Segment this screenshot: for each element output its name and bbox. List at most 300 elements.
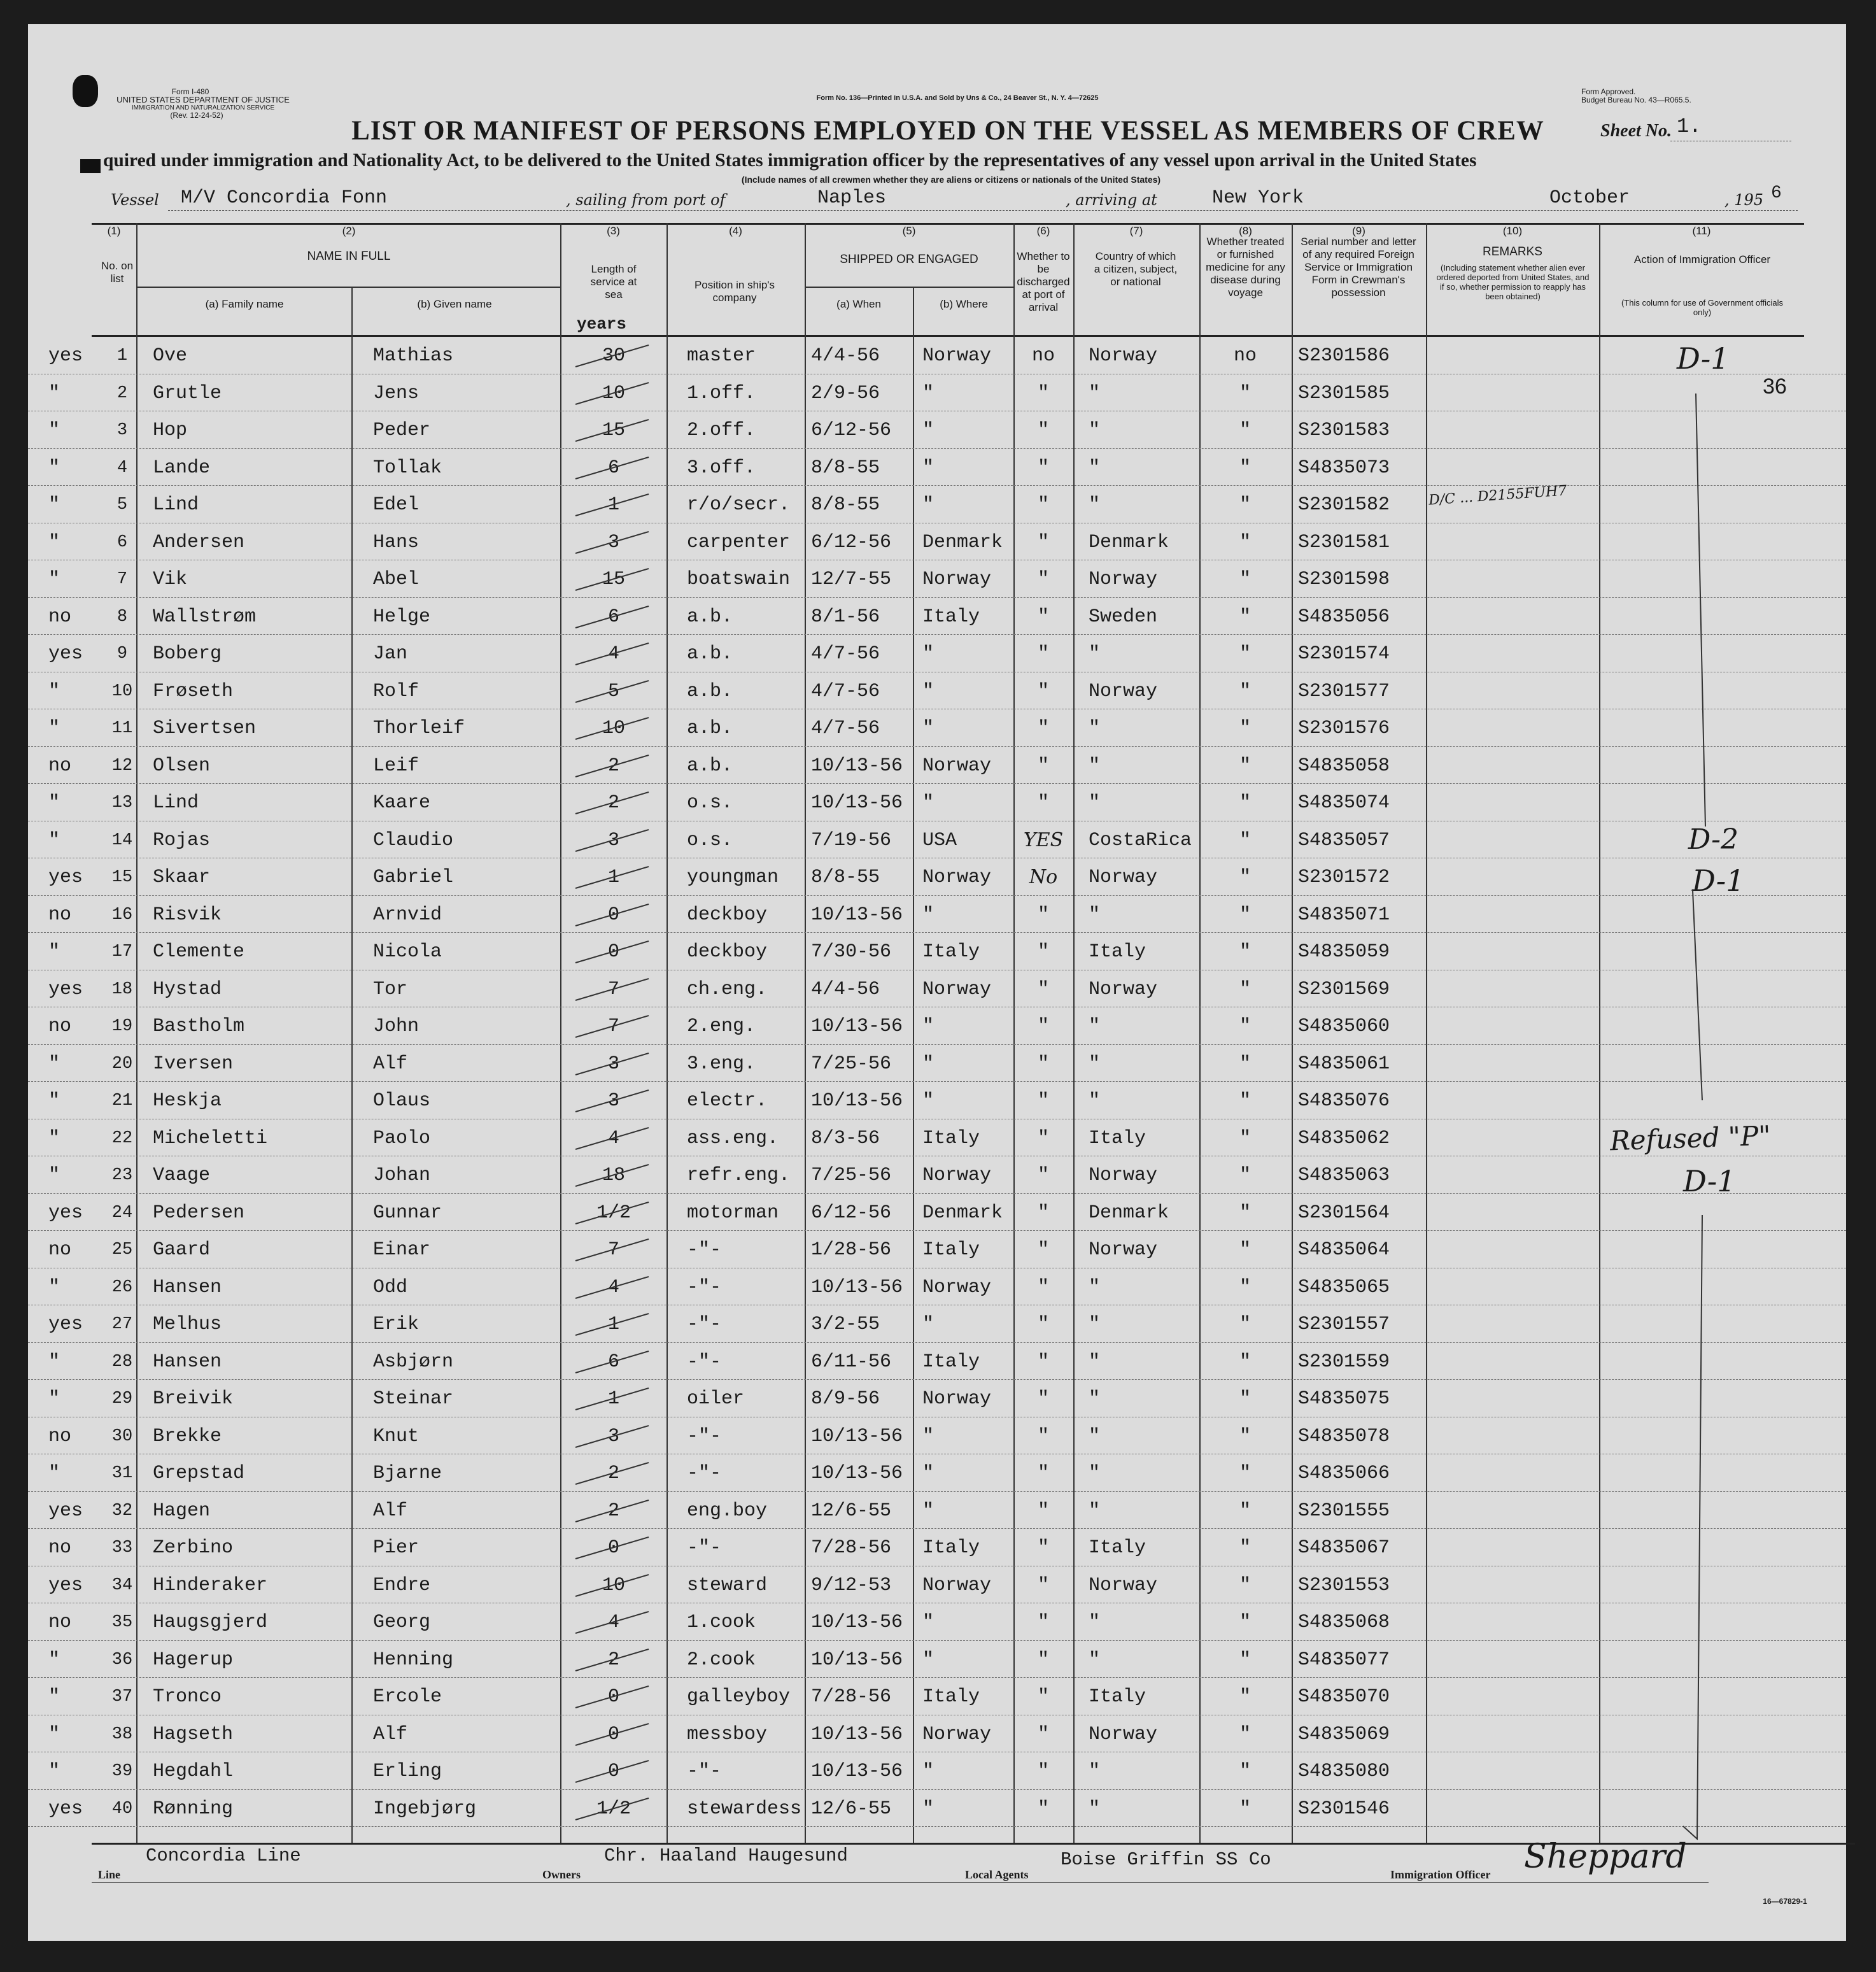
row-status-mark: " [48, 718, 60, 739]
col5-number: (5) [902, 225, 916, 237]
position: o.s. [687, 829, 733, 851]
pencil-tick [572, 863, 655, 895]
pencil-tick [572, 416, 655, 448]
row-number: 2 [116, 383, 128, 403]
years-at-sea: 7 [607, 978, 619, 1000]
discharged: " [1037, 1090, 1049, 1112]
years-at-sea: 4 [607, 1127, 619, 1149]
shipped-when: 10/13-56 [811, 792, 903, 814]
row-status-mark: " [48, 1090, 60, 1112]
row-status-mark: yes [48, 345, 83, 367]
pencil-tick [572, 1124, 655, 1156]
shipped-when: 2/9-56 [811, 382, 880, 404]
row-number: 30 [111, 1426, 133, 1446]
row-status-mark: no [48, 755, 72, 777]
row-number: 18 [111, 979, 133, 999]
table-row [28, 1230, 1846, 1268]
shipped-where: " [922, 718, 934, 739]
table-row [28, 634, 1846, 672]
shipped-where: " [922, 792, 934, 814]
budget-bureau: Budget Bureau No. 43—R065.5. [1581, 96, 1691, 104]
treated: " [1239, 1761, 1251, 1782]
table-row [28, 1566, 1846, 1604]
serial-number: S4835065 [1298, 1276, 1390, 1298]
row-status-mark: " [48, 1053, 60, 1075]
col5a-header: (a) When [836, 298, 881, 310]
given-name: Mathias [373, 345, 454, 367]
family-name: Micheletti [153, 1127, 268, 1149]
annotation-remark-row5: D/C ... D2155FUH7 [1428, 483, 1568, 509]
row-number: 28 [111, 1352, 133, 1372]
family-name: Boberg [153, 643, 222, 665]
pencil-tick [572, 1720, 655, 1752]
pencil-tick [572, 1496, 655, 1528]
table-row [28, 858, 1846, 896]
row-number: 4 [116, 458, 128, 478]
sailing-port: Naples [817, 187, 887, 209]
row-status-mark: no [48, 1612, 72, 1633]
shipped-when: 10/13-56 [811, 1723, 903, 1745]
given-name: Gabriel [373, 867, 454, 888]
pencil-tick [572, 1571, 655, 1603]
shipped-when: 10/13-56 [811, 1649, 903, 1671]
shipped-when: 1/28-56 [811, 1239, 892, 1261]
family-name: Wallstrøm [153, 606, 257, 628]
table-row [28, 485, 1846, 523]
table-row [28, 1193, 1846, 1231]
line-label: Line [98, 1868, 121, 1881]
shipped-where: Norway [922, 755, 992, 777]
col5b-header: (b) Where [940, 298, 988, 310]
treated: no [1233, 345, 1257, 367]
family-name: Breivik [153, 1388, 234, 1410]
shipped-when: 10/13-56 [811, 904, 903, 926]
serial-number: S4835077 [1298, 1649, 1390, 1671]
table-row [28, 1119, 1846, 1157]
row-status-mark: yes [48, 643, 83, 665]
position: deckboy [687, 904, 768, 926]
country: " [1089, 382, 1101, 404]
country: " [1089, 643, 1101, 665]
arrival-year-prefix: , 195 [1724, 191, 1764, 209]
serial-number: S2301581 [1298, 531, 1390, 553]
row-number: 15 [111, 868, 133, 887]
table-row [28, 1268, 1846, 1306]
country: CostaRica [1089, 829, 1192, 851]
years-at-sea: 4 [607, 1276, 619, 1298]
row-status-mark: " [48, 1761, 60, 1782]
shipped-when: 7/25-56 [811, 1053, 892, 1075]
service: IMMIGRATION AND NATURALIZATION SERVICE [131, 104, 275, 111]
crew-table-body [28, 336, 1846, 1843]
years-at-sea: 2 [607, 755, 619, 777]
shipped-where: Italy [922, 1239, 980, 1261]
given-name: Gunnar [373, 1202, 442, 1224]
pencil-tick [572, 602, 655, 634]
treated: " [1239, 420, 1251, 441]
treated: " [1239, 1202, 1251, 1224]
table-row [28, 821, 1846, 859]
serial-number: S2301559 [1298, 1351, 1390, 1373]
shipped-when: 10/13-56 [811, 1761, 903, 1782]
discharged: " [1037, 1612, 1049, 1633]
country: " [1089, 1500, 1101, 1522]
family-name: Frøseth [153, 680, 234, 702]
shipped-where: " [922, 1090, 934, 1112]
shipped-when: 6/12-56 [811, 531, 892, 553]
shipped-where: Italy [922, 1127, 980, 1149]
discharged: " [1037, 1463, 1049, 1484]
serial-number: S2301582 [1298, 494, 1390, 516]
row-status-mark: " [48, 1388, 60, 1410]
given-name: Ercole [373, 1686, 442, 1708]
country: " [1089, 1761, 1101, 1782]
family-name: Tronco [153, 1686, 222, 1708]
shipped-when: 6/11-56 [811, 1351, 892, 1373]
row-status-mark: " [48, 680, 60, 702]
sailing-label: , sailing from port of [566, 191, 726, 209]
years-at-sea: 1 [607, 494, 619, 516]
position: youngman [687, 867, 779, 888]
discharged: " [1037, 1276, 1049, 1298]
discharged: " [1037, 1574, 1049, 1596]
family-name: Hagseth [153, 1723, 234, 1745]
annotation-d1-mid: D-1 [1692, 863, 1745, 898]
pencil-tick [572, 1608, 655, 1640]
given-name: Henning [373, 1649, 454, 1671]
agents-label: Local Agents [965, 1868, 1029, 1881]
col7-number: (7) [1129, 225, 1143, 237]
col1-number: (1) [107, 225, 121, 237]
row-status-mark: " [48, 382, 60, 404]
shipped-when: 4/4-56 [811, 978, 880, 1000]
shipped-where: " [922, 904, 934, 926]
discharged: no [1031, 345, 1055, 367]
row-status-mark: " [48, 457, 60, 479]
years-at-sea: 0 [607, 904, 619, 926]
row-status-mark: " [48, 829, 60, 851]
shipped-when: 4/7-56 [811, 643, 880, 665]
serial-number: S4835069 [1298, 1723, 1390, 1745]
position: 2.eng. [687, 1016, 756, 1037]
ink-blot [73, 75, 98, 107]
given-name: Tor [373, 978, 408, 1000]
row-number: 29 [111, 1389, 133, 1408]
years-at-sea: 0 [607, 1723, 619, 1745]
country: Italy [1089, 1127, 1146, 1149]
voyage-underline [168, 210, 1798, 211]
given-name: Jan [373, 643, 408, 665]
years-at-sea: 4 [607, 643, 619, 665]
discharged: " [1037, 457, 1049, 479]
given-name: Hans [373, 531, 420, 553]
shipped-where: " [922, 457, 934, 479]
country: " [1089, 1314, 1101, 1335]
col11-number: (11) [1692, 225, 1711, 237]
row-status-mark: yes [48, 867, 83, 888]
country: " [1089, 494, 1101, 516]
shipped-where: " [922, 1612, 934, 1633]
position: 1.off. [687, 382, 756, 404]
shipped-where: " [922, 382, 934, 404]
years-at-sea: 10 [602, 718, 625, 739]
serial-number: S4835070 [1298, 1686, 1390, 1708]
col7-header: Country of which a citizen, subject, or national [1094, 250, 1178, 288]
printer-line: Form No. 136—Printed in U.S.A. and Sold by Uns & Co., 24 Beaver St., N. Y. 4—72625 [816, 94, 1099, 102]
shipped-where: " [922, 1016, 934, 1037]
country: " [1089, 1388, 1101, 1410]
row-status-mark: " [48, 569, 60, 590]
treated: " [1239, 1537, 1251, 1559]
given-name: Thorleif [373, 718, 465, 739]
row-number: 22 [111, 1128, 133, 1148]
shipped-when: 6/12-56 [811, 420, 892, 441]
given-name: Claudio [373, 829, 454, 851]
discharged: " [1037, 1314, 1049, 1335]
shipped-when: 8/8-55 [811, 494, 880, 516]
row-number: 23 [111, 1166, 133, 1185]
shipped-where: Norway [922, 1574, 992, 1596]
years-at-sea: 3 [607, 1053, 619, 1075]
years-at-sea: 15 [602, 420, 625, 441]
col1-header: No. on list [101, 260, 134, 285]
country: Sweden [1089, 606, 1158, 628]
family-name: Grepstad [153, 1463, 245, 1484]
shipped-where: Italy [922, 1686, 980, 1708]
position: ch.eng. [687, 978, 768, 1000]
row-status-mark: no [48, 1239, 72, 1261]
serial-number: S2301576 [1298, 718, 1390, 739]
given-name: Arnvid [373, 904, 442, 926]
shipped-when: 7/28-56 [811, 1686, 892, 1708]
shipped-when: 4/7-56 [811, 718, 880, 739]
shipped-when: 7/19-56 [811, 829, 892, 851]
serial-number: S4835060 [1298, 1016, 1390, 1037]
row-status-mark: no [48, 904, 72, 926]
shipped-where: " [922, 643, 934, 665]
row-number: 20 [111, 1054, 133, 1074]
shipped-where: " [922, 1314, 934, 1335]
row-number: 38 [111, 1724, 133, 1744]
col5-header: SHIPPED OR ENGAGED [840, 253, 978, 266]
shipped-when: 7/28-56 [811, 1537, 892, 1559]
treated: " [1239, 1314, 1251, 1335]
col2-header: NAME IN FULL [307, 250, 391, 263]
serial-number: S4835056 [1298, 606, 1390, 628]
discharged: " [1037, 531, 1049, 553]
treated: " [1239, 1612, 1251, 1633]
table-row [28, 336, 1846, 374]
serial-number: S4835063 [1298, 1165, 1390, 1186]
serial-number: S4835074 [1298, 792, 1390, 814]
shipped-where: Denmark [922, 531, 1003, 553]
shipped-when: 8/9-56 [811, 1388, 880, 1410]
country: " [1089, 792, 1101, 814]
position: a.b. [687, 606, 733, 628]
row-status-mark: " [48, 1351, 60, 1373]
pencil-tick [572, 1310, 655, 1342]
years-at-sea: 18 [602, 1165, 625, 1186]
col2a-header: (a) Family name [205, 298, 284, 310]
serial-number: S4835057 [1298, 829, 1390, 851]
row-number: 33 [111, 1538, 133, 1557]
country: Italy [1089, 1686, 1146, 1708]
col2-number: (2) [342, 225, 356, 237]
pencil-tick [572, 1422, 655, 1454]
discharged: " [1037, 1016, 1049, 1037]
pencil-tick [572, 1682, 655, 1714]
given-name: Knut [373, 1425, 420, 1447]
annotation-d2: D-2 [1688, 823, 1738, 856]
family-name: Iversen [153, 1053, 234, 1075]
shipped-where: Italy [922, 606, 980, 628]
years-at-sea: 2 [607, 1649, 619, 1671]
country: " [1089, 1090, 1101, 1112]
col2b-header: (b) Given name [417, 298, 492, 310]
given-name: Bjarne [373, 1463, 442, 1484]
owners-label: Owners [542, 1868, 581, 1881]
col9-header: Serial number and letter of any required Foreign Service or Immigration Form in Crewman's possession [1301, 236, 1416, 299]
treated: " [1239, 1723, 1251, 1745]
row-number: 12 [111, 756, 133, 776]
country: " [1089, 755, 1101, 777]
shipped-where: " [922, 494, 934, 516]
serial-number: S4835061 [1298, 1053, 1390, 1075]
table-row [28, 672, 1846, 710]
family-name: Hagen [153, 1500, 211, 1522]
shipped-where: Norway [922, 1723, 992, 1745]
years-at-sea: 0 [607, 1686, 619, 1708]
discharged: " [1037, 1388, 1049, 1410]
shipped-where: " [922, 420, 934, 441]
col10-header: REMARKS [1483, 245, 1542, 259]
shipped-when: 10/13-56 [811, 1425, 903, 1447]
shipped-when: 10/13-56 [811, 1612, 903, 1633]
row-status-mark: yes [48, 978, 83, 1000]
table-row [28, 1156, 1846, 1194]
serial-number: S4835073 [1298, 457, 1390, 479]
treated: " [1239, 1239, 1251, 1261]
shipped-when: 8/3-56 [811, 1127, 880, 1149]
serial-number: S2301555 [1298, 1500, 1390, 1522]
table-row [28, 932, 1846, 970]
row-status-mark: " [48, 1165, 60, 1186]
serial-number: S4835059 [1298, 941, 1390, 963]
pencil-tick [572, 1086, 655, 1118]
treated: " [1239, 1425, 1251, 1447]
given-name: Helge [373, 606, 431, 628]
discharged: " [1037, 420, 1049, 441]
row-status-mark: yes [48, 1574, 83, 1596]
row-status-mark: " [48, 792, 60, 814]
table-row [28, 1677, 1846, 1715]
position: o.s. [687, 792, 733, 814]
years-at-sea: 10 [602, 382, 625, 404]
shipped-when: 8/8-55 [811, 867, 880, 888]
given-name: Odd [373, 1276, 408, 1298]
shipped-where: Norway [922, 1276, 992, 1298]
position: deckboy [687, 941, 768, 963]
discharged: " [1037, 718, 1049, 739]
discharged: " [1037, 1425, 1049, 1447]
given-name: Einar [373, 1239, 431, 1261]
position: refr.eng. [687, 1165, 791, 1186]
serial-number: S4835076 [1298, 1090, 1390, 1112]
serial-number: S4835066 [1298, 1463, 1390, 1484]
discharged: " [1037, 1239, 1049, 1261]
pencil-tick [572, 639, 655, 671]
years-at-sea: 3 [607, 829, 619, 851]
family-name: Hansen [153, 1351, 222, 1373]
shipped-when: 12/6-55 [811, 1798, 892, 1820]
pencil-tick [572, 900, 655, 932]
family-name: Olsen [153, 755, 211, 777]
discharged: " [1037, 382, 1049, 404]
treated: " [1239, 941, 1251, 963]
pencil-tick [572, 1645, 655, 1677]
treated: " [1239, 867, 1251, 888]
shipped-where: Norway [922, 867, 992, 888]
position: -"- [687, 1276, 722, 1298]
pencil-tick [572, 1049, 655, 1081]
shipped-when: 3/2-55 [811, 1314, 880, 1335]
pencil-tick [572, 1384, 655, 1416]
arriving-label: , arriving at [1066, 191, 1157, 209]
pencil-tick [572, 1794, 655, 1826]
shipped-when: 8/1-56 [811, 606, 880, 628]
shipped-when: 12/7-55 [811, 569, 892, 590]
treated: " [1239, 643, 1251, 665]
serial-number: S2301577 [1298, 680, 1390, 702]
country: Norway [1089, 680, 1158, 702]
treated: " [1239, 1686, 1251, 1708]
shipped-when: 10/13-56 [811, 1090, 903, 1112]
country: " [1089, 904, 1101, 926]
country: " [1089, 420, 1101, 441]
family-name: Rønning [153, 1798, 234, 1820]
table-row [28, 783, 1846, 821]
country: " [1089, 1463, 1101, 1484]
country: Norway [1089, 978, 1158, 1000]
family-name: Heskja [153, 1090, 222, 1112]
table-row [28, 970, 1846, 1008]
row-status-mark: yes [48, 1798, 83, 1820]
treated: " [1239, 718, 1251, 739]
position: steward [687, 1574, 768, 1596]
shipped-when: 8/8-55 [811, 457, 880, 479]
years-at-sea: 6 [607, 606, 619, 628]
table-row [28, 1305, 1846, 1343]
position: -"- [687, 1463, 722, 1484]
pencil-tick [572, 1533, 655, 1565]
table-row [28, 1640, 1846, 1678]
position: a.b. [687, 755, 733, 777]
serial-number: S4835080 [1298, 1761, 1390, 1782]
years-at-sea: 1/2 [596, 1798, 631, 1820]
row-number: 32 [111, 1501, 133, 1521]
row-number: 13 [111, 793, 133, 812]
years-at-sea: 30 [602, 345, 625, 367]
serial-number: S2301546 [1298, 1798, 1390, 1820]
position: 2.cook [687, 1649, 756, 1671]
serial-number: S2301583 [1298, 420, 1390, 441]
row-number: 24 [111, 1203, 133, 1223]
discharged: " [1037, 978, 1049, 1000]
country: Norway [1089, 1723, 1158, 1745]
manifest-page [28, 24, 1846, 1941]
table-row [28, 1081, 1846, 1119]
years-at-sea: 2 [607, 1463, 619, 1484]
